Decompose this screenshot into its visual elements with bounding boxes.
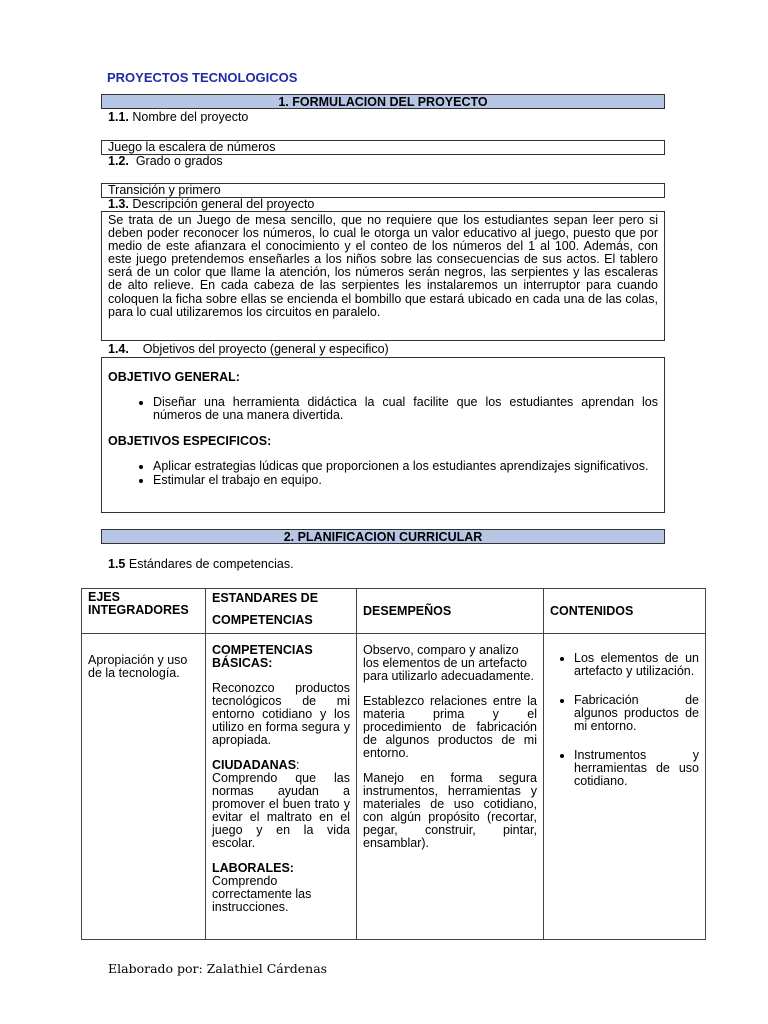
field-description-text: Descripción general del proyecto — [132, 197, 315, 211]
ciudadanas-title: CIUDADANAS — [212, 758, 297, 772]
contenido-item: • Fabricación de algunos productos de mi entorno. — [574, 694, 699, 733]
contenidos-cell — [544, 634, 706, 940]
field-name-number: 1.1. — [108, 110, 129, 124]
basicas-title: COMPETENCIAS BÁSICAS: — [212, 643, 313, 670]
laborales-title: LABORALES: — [212, 861, 294, 875]
standards-number: 1.5 — [108, 557, 126, 571]
objectives-box — [101, 357, 665, 513]
contenido-item: • Instrumentos y herramientas de uso cotidiano. — [574, 749, 699, 788]
author-footer: Elaborado por: Zalathiel Cárdenas — [108, 961, 328, 976]
specific-objective-item: • Aplicar estrategias lúdicas que proporcionen a los estudiantes aprendizajes significativos. — [153, 460, 658, 473]
table-header-row — [82, 589, 706, 634]
project-name-value: Juego la escalera de números — [101, 140, 665, 155]
header-estandares-line2: COMPETENCIAS — [212, 613, 313, 627]
header-contenidos: CONTENIDOS — [544, 589, 706, 634]
field-description-label — [108, 197, 314, 211]
desempeno-item: Establezco relaciones entre la materia prima y el procedimiento de fabricación de algunos productos de mi entorno. — [363, 694, 537, 760]
table-row — [82, 634, 706, 940]
specific-objectives-list — [108, 460, 658, 487]
field-description-number: 1.3. — [108, 197, 129, 211]
field-grade-label — [108, 154, 223, 168]
standards-table — [81, 588, 706, 940]
field-objectives-label — [108, 342, 389, 356]
specific-objective-item: • Estimular el trabajo en equipo. — [153, 474, 658, 487]
general-objective-list — [108, 396, 658, 422]
specific-objectives-title: OBJETIVOS ESPECIFICOS: — [108, 434, 272, 448]
general-objective-title: OBJETIVO GENERAL: — [108, 370, 240, 384]
contenidos-list — [550, 652, 699, 788]
eje-text: Apropiación y uso de la tecnología. — [88, 653, 188, 680]
grade-value: Transición y primero — [101, 183, 665, 198]
document-title: PROYECTOS TECNOLOGICOS — [107, 70, 298, 85]
desempeno-item: Observo, comparo y analizo los elementos de un artefacto para utilizarlo adecuadamente. — [363, 643, 534, 683]
eje-cell — [82, 634, 206, 940]
field-objectives-number: 1.4. — [108, 342, 129, 356]
ciudadanas-block: CIUDADANAS: — [212, 758, 300, 772]
contenido-item: • Los elementos de un artefacto y utilización. — [574, 652, 699, 678]
field-grade-number: 1.2. — [108, 154, 129, 168]
field-name-text: Nombre del proyecto — [132, 110, 249, 124]
field-name-label — [108, 110, 248, 124]
competencias-cell — [206, 634, 357, 940]
field-grade-text: Grado o grados — [135, 154, 223, 168]
description-value: Se trata de un Juego de mesa sencillo, que no requiere que los estudiantes sepan leer pero si deben poder reconocer los números, lo cual le otorga un valor educativo al juego, puesto que por medio de este afianzara el conocimiento y el conteo de los números del 1 al 100. Además, con este juego pretendemos enseñarles a los niños sobre las consecuencias de sus actos. El tablero será de un color que llame la atención, los números serán negros, las serpientes y las escaleras de alto relieve. En cada cabeza de las serpientes les instalaremos un interruptor para cuando coloquen la ficha sobre ellas se encienda el bombillo que estará ubicado en cada una de las colas, para lo cual utilizaremos los circuitos en paralelo. — [101, 211, 665, 341]
ciudadanas-text: Comprendo que las normas ayudan a promover el buen trato y evitar el maltrato en el juego y en la vida escolar. — [212, 771, 350, 850]
general-objective-item: • Diseñar una herramienta didáctica la cual facilite que los estudiantes aprendan los números de una manera divertida. — [153, 396, 658, 422]
standards-text: Estándares de competencias. — [128, 557, 294, 571]
header-estandares-line1: ESTANDARES DE — [212, 591, 319, 605]
standards-label — [108, 557, 294, 571]
header-desempenos: DESEMPEÑOS — [357, 589, 544, 634]
section-1-heading: 1. FORMULACION DEL PROYECTO — [101, 94, 665, 109]
header-ejes: EJES INTEGRADORES — [82, 589, 206, 634]
desempenos-cell — [357, 634, 544, 940]
section-2-heading: 2. PLANIFICACION CURRICULAR — [101, 529, 665, 544]
laborales-text: Comprendo correctamente las instrucciones. — [212, 874, 312, 914]
basicas-text: Reconozco productos tecnológicos de mi entorno cotidiano y los utilizo en forma segura y apropiada. — [212, 681, 350, 747]
desempeno-item: Manejo en forma segura instrumentos, herramientas y materiales de uso cotidiano, con algún propósito (recortar, pegar, construir, pintar, ensamblar). — [363, 771, 537, 850]
header-estandares — [206, 589, 357, 634]
field-objectives-text: Objetivos del proyecto (general y especifico) — [142, 342, 389, 356]
